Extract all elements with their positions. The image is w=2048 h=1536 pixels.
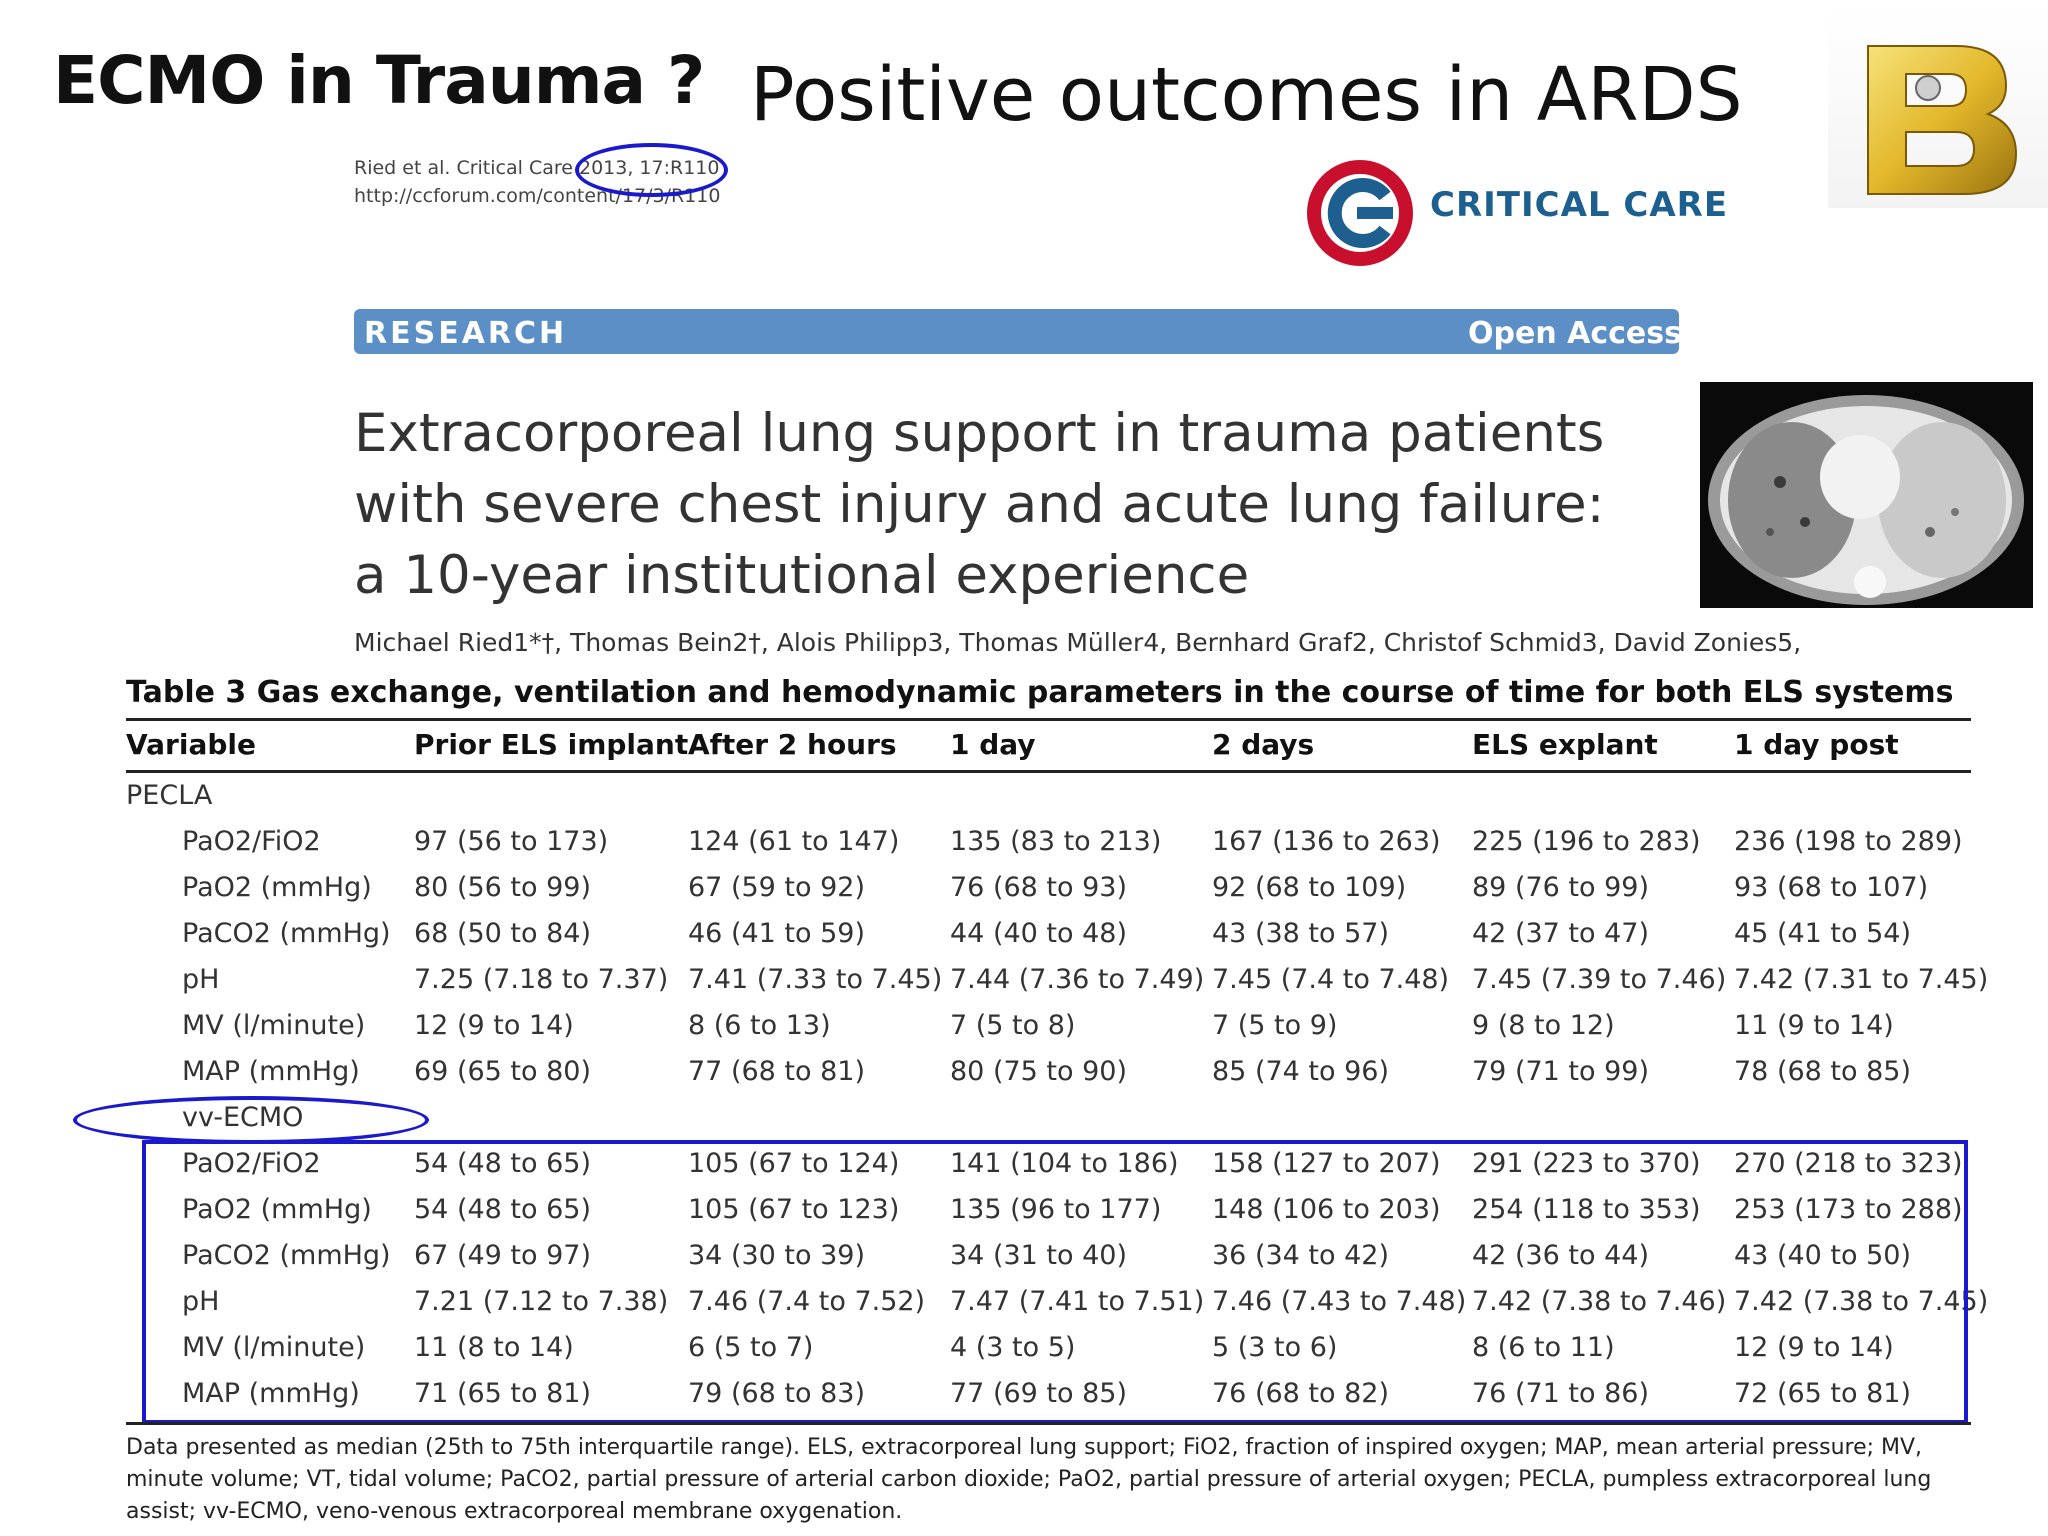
table-header-rule bbox=[126, 770, 1971, 773]
table-cell: 67 (49 to 97) bbox=[414, 1240, 591, 1271]
table-cell: 72 (65 to 81) bbox=[1734, 1378, 1911, 1409]
column-header-explant: ELS explant bbox=[1472, 728, 1658, 761]
table-cell: 54 (48 to 65) bbox=[414, 1194, 591, 1225]
table-cell: 76 (71 to 86) bbox=[1472, 1378, 1649, 1409]
slide-title: ECMO in Trauma ? bbox=[53, 42, 705, 119]
citation-url: http://ccforum.com/content/17/3/R110 bbox=[354, 185, 721, 207]
table-cell: 12 (9 to 14) bbox=[414, 1010, 574, 1041]
table-row-variable: MAP (mmHg) bbox=[182, 1378, 360, 1409]
table-row-variable: PaO2 (mmHg) bbox=[182, 872, 372, 903]
table-row-variable: PaO2/FiO2 bbox=[182, 826, 321, 857]
table-cell: 11 (8 to 14) bbox=[414, 1332, 574, 1363]
table-cell: 93 (68 to 107) bbox=[1734, 872, 1929, 903]
paper-title-line: with severe chest injury and acute lung failure: bbox=[354, 474, 1605, 535]
table-cell: 76 (68 to 82) bbox=[1212, 1378, 1389, 1409]
table-cell: 76 (68 to 93) bbox=[950, 872, 1127, 903]
citation-line: Ried et al. Critical Care 2013, 17:R110 bbox=[354, 157, 720, 179]
critical-care-logo-icon bbox=[1305, 158, 1415, 272]
table-cell: 11 (9 to 14) bbox=[1734, 1010, 1894, 1041]
table-cell: 270 (218 to 323) bbox=[1734, 1148, 1963, 1179]
table-cell: 71 (65 to 81) bbox=[414, 1378, 591, 1409]
column-header-1daypost: 1 day post bbox=[1734, 728, 1899, 761]
table-cell: 124 (61 to 147) bbox=[688, 826, 900, 857]
table-cell: 77 (68 to 81) bbox=[688, 1056, 865, 1087]
group-label-pecla: PECLA bbox=[126, 780, 213, 811]
table-cell: 5 (3 to 6) bbox=[1212, 1332, 1338, 1363]
table-cell: 85 (74 to 96) bbox=[1212, 1056, 1389, 1087]
table-cell: 34 (31 to 40) bbox=[950, 1240, 1127, 1271]
table-cell: 7.41 (7.33 to 7.45) bbox=[688, 964, 943, 995]
research-label: RESEARCH bbox=[364, 316, 568, 351]
journal-name: CRITICAL CARE bbox=[1430, 185, 1729, 225]
table-cell: 79 (68 to 83) bbox=[688, 1378, 865, 1409]
table-row-variable: MV (l/minute) bbox=[182, 1332, 366, 1363]
chest-ct-scan-image bbox=[1700, 382, 2033, 608]
table-cell: 97 (56 to 173) bbox=[414, 826, 609, 857]
table-cell: 8 (6 to 13) bbox=[688, 1010, 831, 1041]
table-cell: 141 (104 to 186) bbox=[950, 1148, 1179, 1179]
table-cell: 77 (69 to 85) bbox=[950, 1378, 1127, 1409]
table-cell: 79 (71 to 99) bbox=[1472, 1056, 1649, 1087]
table-row-variable: pH bbox=[182, 964, 220, 995]
table-cell: 167 (136 to 263) bbox=[1212, 826, 1441, 857]
table-cell: 34 (30 to 39) bbox=[688, 1240, 865, 1271]
column-header-2h: After 2 hours bbox=[688, 728, 897, 761]
table-cell: 42 (36 to 44) bbox=[1472, 1240, 1649, 1271]
table-cell: 92 (68 to 109) bbox=[1212, 872, 1407, 903]
table-cell: 36 (34 to 42) bbox=[1212, 1240, 1389, 1271]
table-caption: Table 3 Gas exchange, ventilation and hemodynamic parameters in the course of time for both ELS systems bbox=[126, 675, 1954, 710]
paper-title bbox=[354, 398, 1684, 611]
table-cell: 7.42 (7.31 to 7.45) bbox=[1734, 964, 1989, 995]
table-row-variable: PaCO2 (mmHg) bbox=[182, 918, 391, 949]
table-cell: 46 (41 to 59) bbox=[688, 918, 865, 949]
table-cell: 253 (173 to 288) bbox=[1734, 1194, 1963, 1225]
table-cell: 6 (5 to 7) bbox=[688, 1332, 814, 1363]
table-cell: 7 (5 to 9) bbox=[1212, 1010, 1338, 1041]
table-cell: 225 (196 to 283) bbox=[1472, 826, 1701, 857]
table-row-variable: PaO2 (mmHg) bbox=[182, 1194, 372, 1225]
author-list: Michael Ried1*†, Thomas Bein2†, Alois Philipp3, Thomas Müller4, Bernhard Graf2, Christof Schmid3, David Zonies5, bbox=[354, 628, 1802, 657]
table-cell: 105 (67 to 123) bbox=[688, 1194, 900, 1225]
table-cell: 7.46 (7.43 to 7.48) bbox=[1212, 1286, 1467, 1317]
table-cell: 7.44 (7.36 to 7.49) bbox=[950, 964, 1205, 995]
table-cell: 236 (198 to 289) bbox=[1734, 826, 1963, 857]
table-cell: 45 (41 to 54) bbox=[1734, 918, 1911, 949]
table-cell: 148 (106 to 203) bbox=[1212, 1194, 1441, 1225]
table-bottom-rule bbox=[126, 1422, 1971, 1425]
table-cell: 7.45 (7.39 to 7.46) bbox=[1472, 964, 1727, 995]
table-cell: 254 (118 to 353) bbox=[1472, 1194, 1701, 1225]
table-cell: 44 (40 to 48) bbox=[950, 918, 1127, 949]
table-cell: 78 (68 to 85) bbox=[1734, 1056, 1911, 1087]
table-cell: 67 (59 to 92) bbox=[688, 872, 865, 903]
table-cell: 68 (50 to 84) bbox=[414, 918, 591, 949]
table-cell: 43 (40 to 50) bbox=[1734, 1240, 1911, 1271]
table-cell: 135 (96 to 177) bbox=[950, 1194, 1162, 1225]
table-cell: 7.42 (7.38 to 7.46) bbox=[1472, 1286, 1727, 1317]
table-row-variable: PaCO2 (mmHg) bbox=[182, 1240, 391, 1271]
table-row-variable: pH bbox=[182, 1286, 220, 1317]
table-cell: 4 (3 to 5) bbox=[950, 1332, 1076, 1363]
table-cell: 54 (48 to 65) bbox=[414, 1148, 591, 1179]
column-header-prior: Prior ELS implant bbox=[414, 728, 689, 761]
table-cell: 7.25 (7.18 to 7.37) bbox=[414, 964, 669, 995]
table-row-variable: MV (l/minute) bbox=[182, 1010, 366, 1041]
table-cell: 42 (37 to 47) bbox=[1472, 918, 1649, 949]
table-row-variable: MAP (mmHg) bbox=[182, 1056, 360, 1087]
table-cell: 12 (9 to 14) bbox=[1734, 1332, 1894, 1363]
column-header-variable: Variable bbox=[126, 728, 256, 761]
table-cell: 105 (67 to 124) bbox=[688, 1148, 900, 1179]
table-cell: 43 (38 to 57) bbox=[1212, 918, 1389, 949]
table-cell: 158 (127 to 207) bbox=[1212, 1148, 1441, 1179]
table-cell: 69 (65 to 80) bbox=[414, 1056, 591, 1087]
column-header-1day: 1 day bbox=[950, 728, 1036, 761]
open-access-label: Open Access bbox=[1468, 316, 1682, 351]
table-cell: 8 (6 to 11) bbox=[1472, 1332, 1615, 1363]
vv-ecmo-highlight-box bbox=[142, 1140, 1968, 1424]
table-cell: 89 (76 to 99) bbox=[1472, 872, 1649, 903]
volume-highlight-circle bbox=[575, 143, 728, 197]
b-logo-icon bbox=[1828, 8, 2048, 208]
column-header-2days: 2 days bbox=[1212, 728, 1315, 761]
table-cell: 7.21 (7.12 to 7.38) bbox=[414, 1286, 669, 1317]
table-footnote: Data presented as median (25th to 75th interquartile range). ELS, extracorporeal lung support; FiO2, fraction of inspired oxygen; MAP, mean arterial pressure; MV, minute volume; VT, tidal volume; PaCO2, partial pressure of arterial carbon dioxide; PaO2, partial pressure of arterial oxygen; PECLA, pumpless extracorporeal lung assist; vv-ECMO, veno-venous extracorporeal membrane oxygenation. bbox=[126, 1435, 1932, 1524]
paper-title-line: Extracorporeal lung support in trauma patients bbox=[354, 403, 1605, 464]
table-cell: 80 (56 to 99) bbox=[414, 872, 591, 903]
table-cell: 9 (8 to 12) bbox=[1472, 1010, 1615, 1041]
table-cell: 80 (75 to 90) bbox=[950, 1056, 1127, 1087]
table-row-variable: PaO2/FiO2 bbox=[182, 1148, 321, 1179]
table-cell: 7.42 (7.38 to 7.45) bbox=[1734, 1286, 1989, 1317]
table-cell: 7.46 (7.4 to 7.52) bbox=[688, 1286, 926, 1317]
table-cell: 7.47 (7.41 to 7.51) bbox=[950, 1286, 1205, 1317]
paper-title-line: a 10-year institutional experience bbox=[354, 545, 1250, 606]
table-top-rule bbox=[126, 718, 1971, 721]
table-cell: 7.45 (7.4 to 7.48) bbox=[1212, 964, 1450, 995]
table-cell: 135 (83 to 213) bbox=[950, 826, 1162, 857]
slide-subtitle: Positive outcomes in ARDS bbox=[750, 52, 1743, 138]
group-label-vv-ecmo: vv-ECMO bbox=[182, 1102, 304, 1133]
vv-ecmo-highlight-circle bbox=[73, 1096, 429, 1144]
table-cell: 291 (223 to 370) bbox=[1472, 1148, 1701, 1179]
table-cell: 7 (5 to 8) bbox=[950, 1010, 1076, 1041]
